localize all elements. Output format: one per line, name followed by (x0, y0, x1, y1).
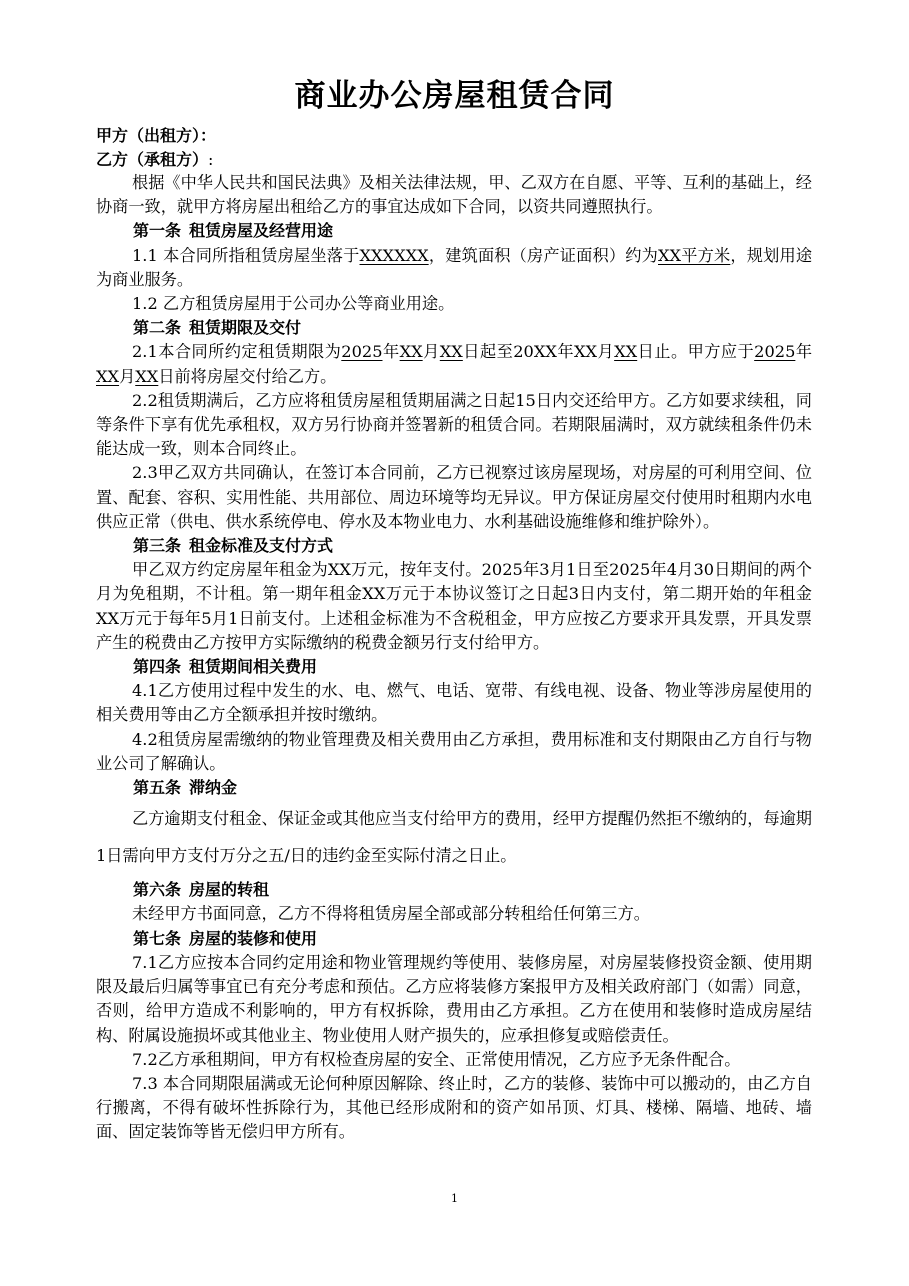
section-6-heading (96, 878, 812, 902)
section-1-heading (96, 219, 812, 243)
clause-2-1-text: 年 (382, 342, 400, 362)
clause-1-1-text-b: ，建筑面积（房产证面积）约为 (428, 245, 658, 265)
section-6-title: 房屋的转租 (189, 880, 270, 900)
clause-2-1-text: 月 (422, 342, 440, 362)
section-3-heading (96, 534, 812, 558)
section-7-title: 房屋的装修和使用 (189, 928, 318, 948)
start-day-blank: XX (439, 342, 463, 362)
section-4-title: 租赁期间相关费用 (189, 657, 318, 677)
section-3-title: 租金标准及支付方式 (189, 536, 334, 556)
section-5-title: 滞纳金 (189, 778, 238, 798)
premises-location-blank: XXXXXX (359, 245, 429, 265)
section-2-number: 第二条 (133, 318, 182, 338)
delivery-day-blank: XX (135, 366, 159, 386)
clause-2-1-text: 日止。甲方应于 (637, 342, 755, 362)
clause-4-2: 4.2租赁房屋需缴纳的物业管理费及相关费用由乙方承担，费用标准和支付期限由乙方自行与物业公司了解确认。 (96, 729, 812, 773)
section-2-title: 租赁期限及交付 (189, 318, 302, 338)
section-4-number: 第四条 (133, 657, 182, 677)
start-year-blank: 2025 (341, 342, 383, 362)
section-7-heading (96, 927, 812, 951)
preamble-paragraph: 根据《中华人民共和国民法典》及相关法律法规，甲、乙双方在自愿、平等、互利的基础上，经协商一致，就甲方将房屋出租给乙方的事宜达成如下合同，以资共同遵照执行。 (96, 173, 812, 217)
clause-1-2: 1.2 乙方租赁房屋用于公司办公等商业用途。 (132, 294, 455, 314)
clause-2-2: 2.2租赁期满后，乙方应将租赁房屋租赁期届满之日起15日内交还给甲方。乙方如要求续租，同等条件下享有优先承租权，双方另行协商并签署新的租赁合同。若期限届满时，双方就续租条件仍未能达成一致，则本合同终止。 (96, 390, 812, 459)
delivery-year-blank: 2025 (754, 342, 796, 362)
clause-7-1: 7.1乙方应按本合同约定用途和物业管理规约等使用、装修房屋，对房屋装修投资金额、使用期限及最后归属等事宜已有充分考虑和预估。乙方应将装修方案报甲方及相关政府部门（如需）同意，否则，给甲方造成不利影响的，甲方有权拆除，费用由乙方承担。乙方在使用和装修时造成房屋结构、附属设施损坏或其他业主、物业使用人财产损失的，应承担修复或赔偿责任。 (96, 952, 812, 1045)
document-body (96, 124, 812, 1145)
start-month-blank: XX (399, 342, 423, 362)
section-1-number: 第一条 (133, 221, 182, 241)
clause-1-1-text-a: 1.1 本合同所指租赁房屋坐落于 (132, 245, 360, 265)
clause-7-3: 7.3 本合同期限届满或无论何种原因解除、终止时，乙方的装修、装饰中可以搬动的，由乙方自行搬离，不得有破坏性拆除行为，其他已经形成附和的资产如吊顶、灯具、楼梯、隔墙、地砖、墙面、固定装饰等皆无偿归甲方所有。 (96, 1073, 812, 1142)
document-title: 商业办公房屋租赁合同 (294, 78, 615, 114)
section-6-paragraph: 未经甲方书面同意，乙方不得将租赁房屋全部或部分转租给任何第三方。 (132, 904, 650, 924)
section-1-title: 租赁房屋及经营用途 (189, 221, 334, 241)
clause-1-1 (96, 244, 812, 292)
section-3-number: 第三条 (133, 536, 182, 556)
clause-2-1-text: 日起至20XX年XX月 (462, 342, 615, 362)
section-7-number: 第七条 (133, 928, 182, 948)
section-4-heading (96, 655, 812, 679)
clause-2-1-text: 月 (119, 366, 136, 386)
section-2-heading (96, 316, 812, 340)
section-5-heading (96, 776, 812, 800)
clause-2-1 (96, 340, 812, 388)
clause-2-1-text: 日前将房屋交付给乙方。 (158, 366, 337, 386)
clause-1-1-text-c: ，规划用途为商业服务。 (96, 245, 813, 289)
clause-2-3: 2.3甲乙双方共同确认，在签订本合同前，乙方已视察过该房屋现场，对房屋的可利用空间、位置、配套、容积、实用性能、共用部位、周边环境等均无异议。甲方保证房屋交付使用时租期内水电供应正常（供电、供水系统停电、停水及本物业电力、水利基础设施维修和维护除外）。 (96, 463, 812, 531)
end-day-blank: XX (614, 342, 638, 362)
building-area-blank: XX平方米 (658, 245, 731, 265)
clause-7-2: 7.2乙方承租期间，甲方有权检查房屋的安全、正常使用情况，乙方应予无条件配合。 (132, 1049, 741, 1069)
section-3-paragraph: 甲乙双方约定房屋年租金为XX万元，按年支付。2025年3月1日至2025年4月30日期间的两个月为免租期，不计租。第一期年租金XX万元于本协议签订之日起3日内支付，第二期开始的年租金XX万元于每年5月1日前支付。上述租金标准为不含税租金，甲方应按乙方要求开具发票，开具发票产生的税费由乙方按甲方实际缴纳的税费金额另行支付给甲方。 (96, 560, 812, 652)
party-b-colon: : (208, 149, 214, 169)
party-b-line (96, 148, 812, 172)
clause-4-1: 4.1乙方使用过程中发生的水、电、燃气、电话、宽带、有线电视、设备、物业等涉房屋使用的相关费用等由乙方全额承担并按时缴纳。 (96, 681, 812, 725)
clause-2-1-text: 2.1本合同所约定租赁期限为 (132, 342, 342, 362)
party-a-line: 甲方（出租方）： (96, 126, 217, 145)
section-6-number: 第六条 (133, 880, 182, 900)
section-5-number: 第五条 (133, 778, 182, 798)
section-5-paragraph: 乙方逾期支付租金、保证金或其他应当支付给甲方的费用，经甲方提醒仍然拒不缴纳的，每逾期1日需向甲方支付万分之五/日的违约金至实际付清之日止。 (96, 809, 812, 866)
delivery-month-blank: XX (96, 366, 120, 386)
page-number: 1 (451, 1192, 458, 1205)
party-b-label: 乙方（承租方） (96, 149, 209, 169)
clause-2-1-text: 年 (795, 342, 813, 362)
